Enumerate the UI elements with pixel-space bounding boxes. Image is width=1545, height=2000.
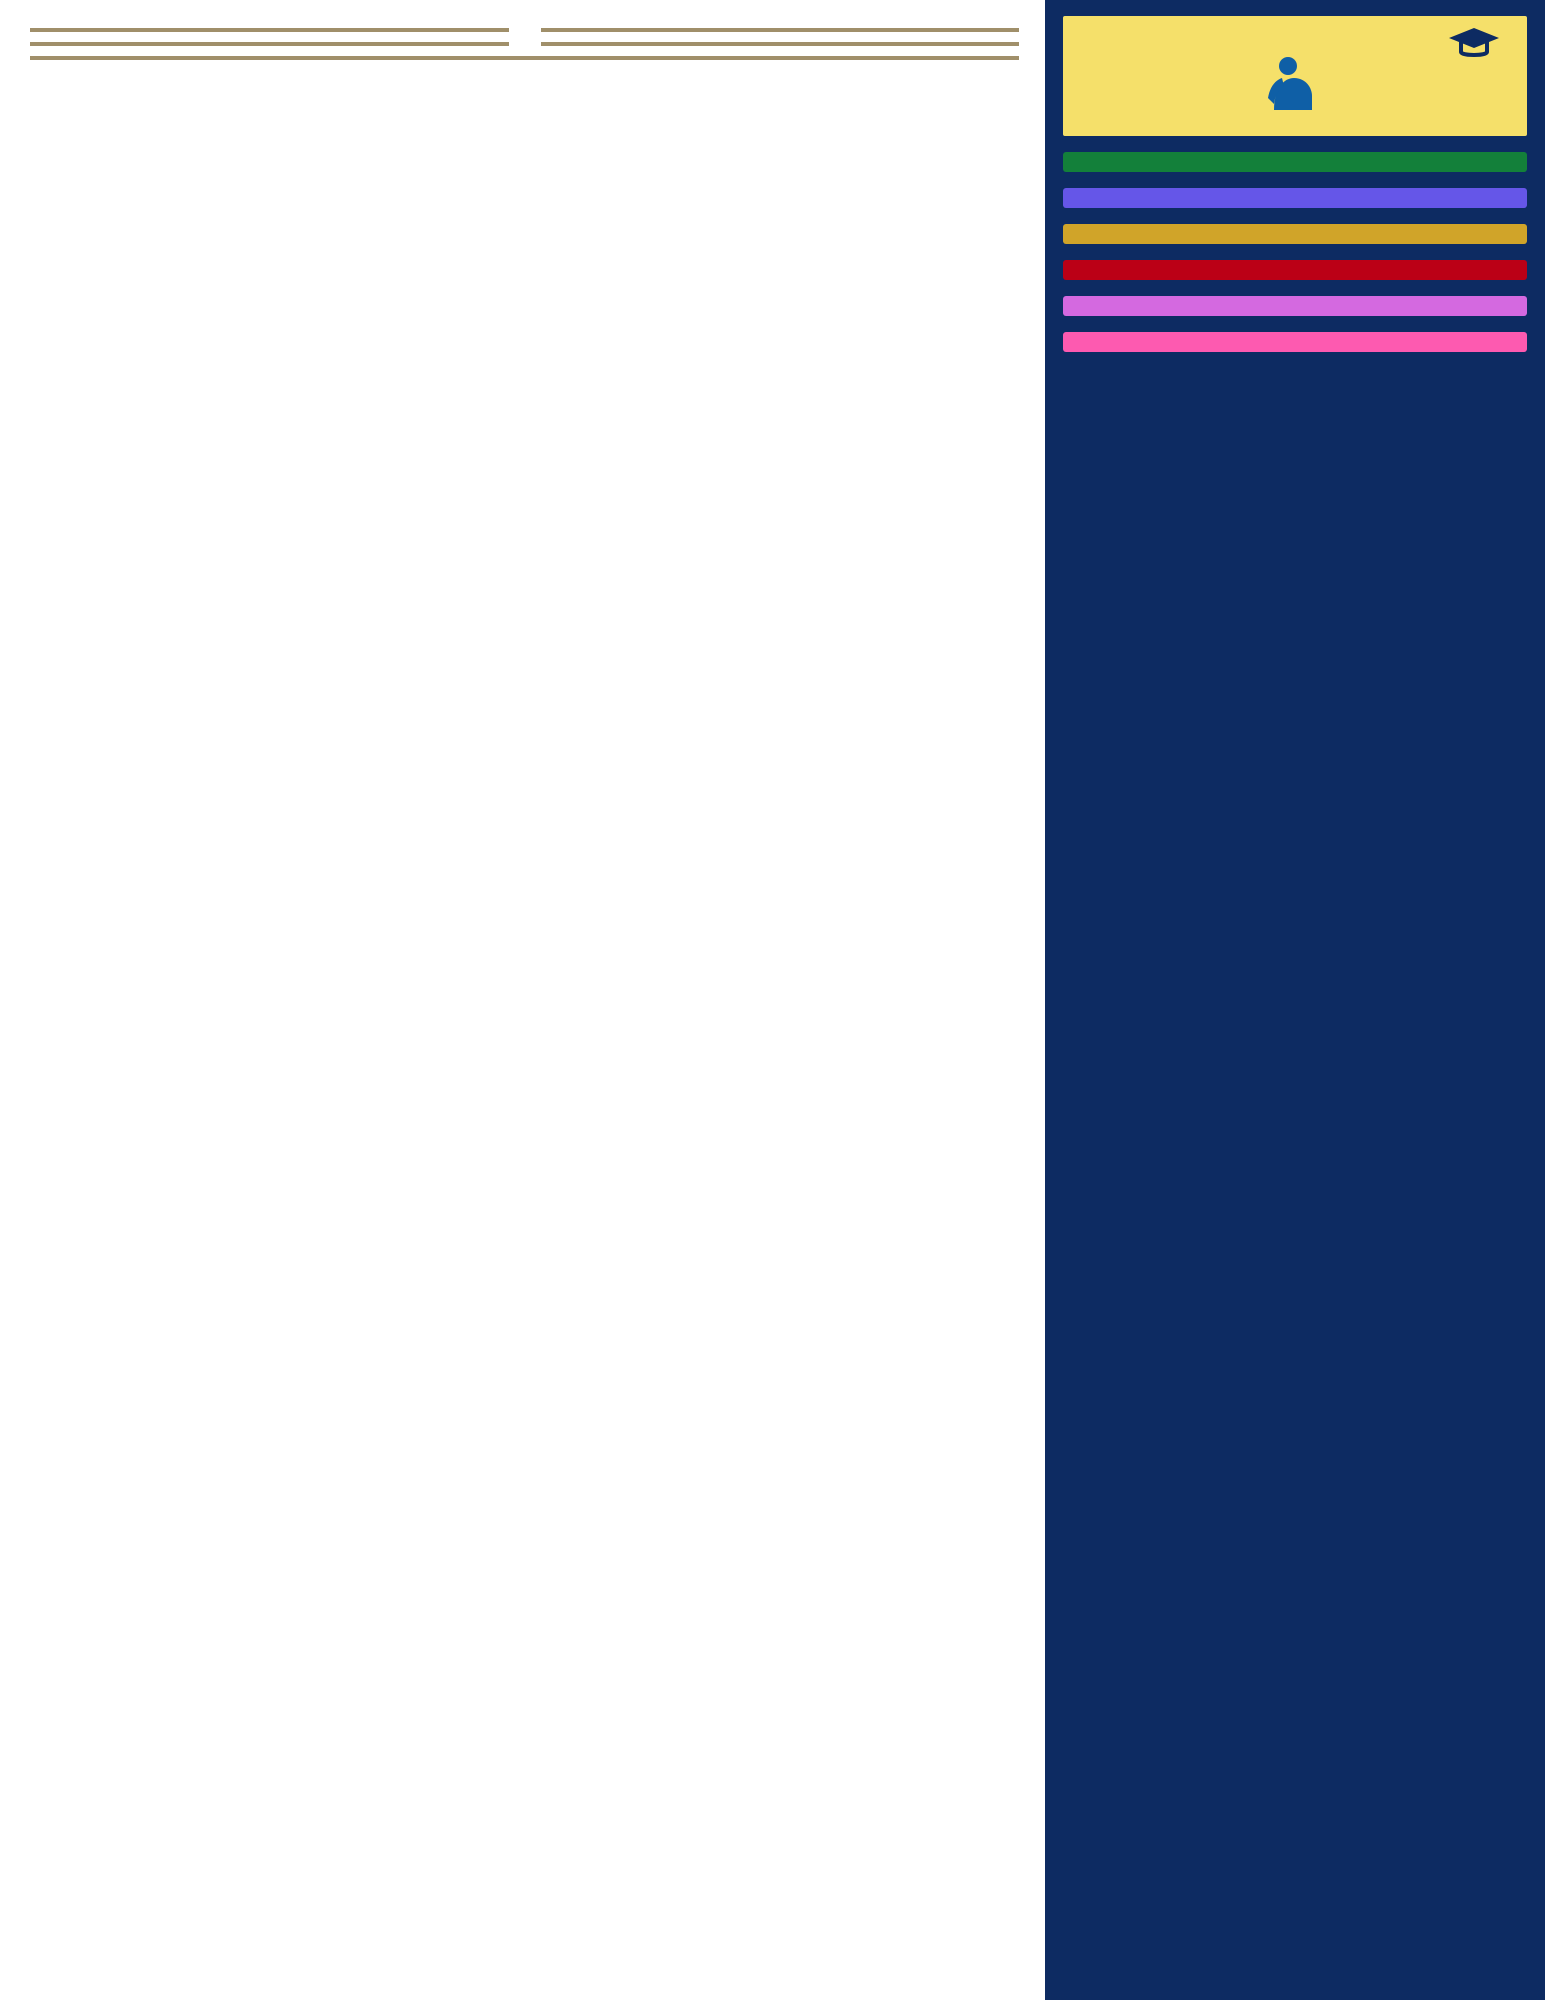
legend-section xyxy=(30,56,1019,70)
year-band-2026 xyxy=(30,28,1019,32)
graduation-cap-icon xyxy=(1447,26,1501,60)
rule-left xyxy=(30,28,509,32)
holidays-box xyxy=(1063,188,1527,208)
rule-right xyxy=(541,42,1020,46)
unencumbered-box xyxy=(1063,224,1527,244)
early-dismissal-box xyxy=(1063,296,1527,316)
rule-left xyxy=(30,42,509,46)
pd-box xyxy=(1063,260,1527,280)
student-figure-icon xyxy=(1262,38,1322,114)
year-band-2027 xyxy=(30,42,1019,46)
legend-divider xyxy=(30,56,1019,60)
break-box xyxy=(1063,332,1527,352)
district-logo xyxy=(1063,16,1527,136)
rule-right xyxy=(541,28,1020,32)
semester-box xyxy=(1063,152,1527,172)
sidebar xyxy=(1045,0,1545,2000)
